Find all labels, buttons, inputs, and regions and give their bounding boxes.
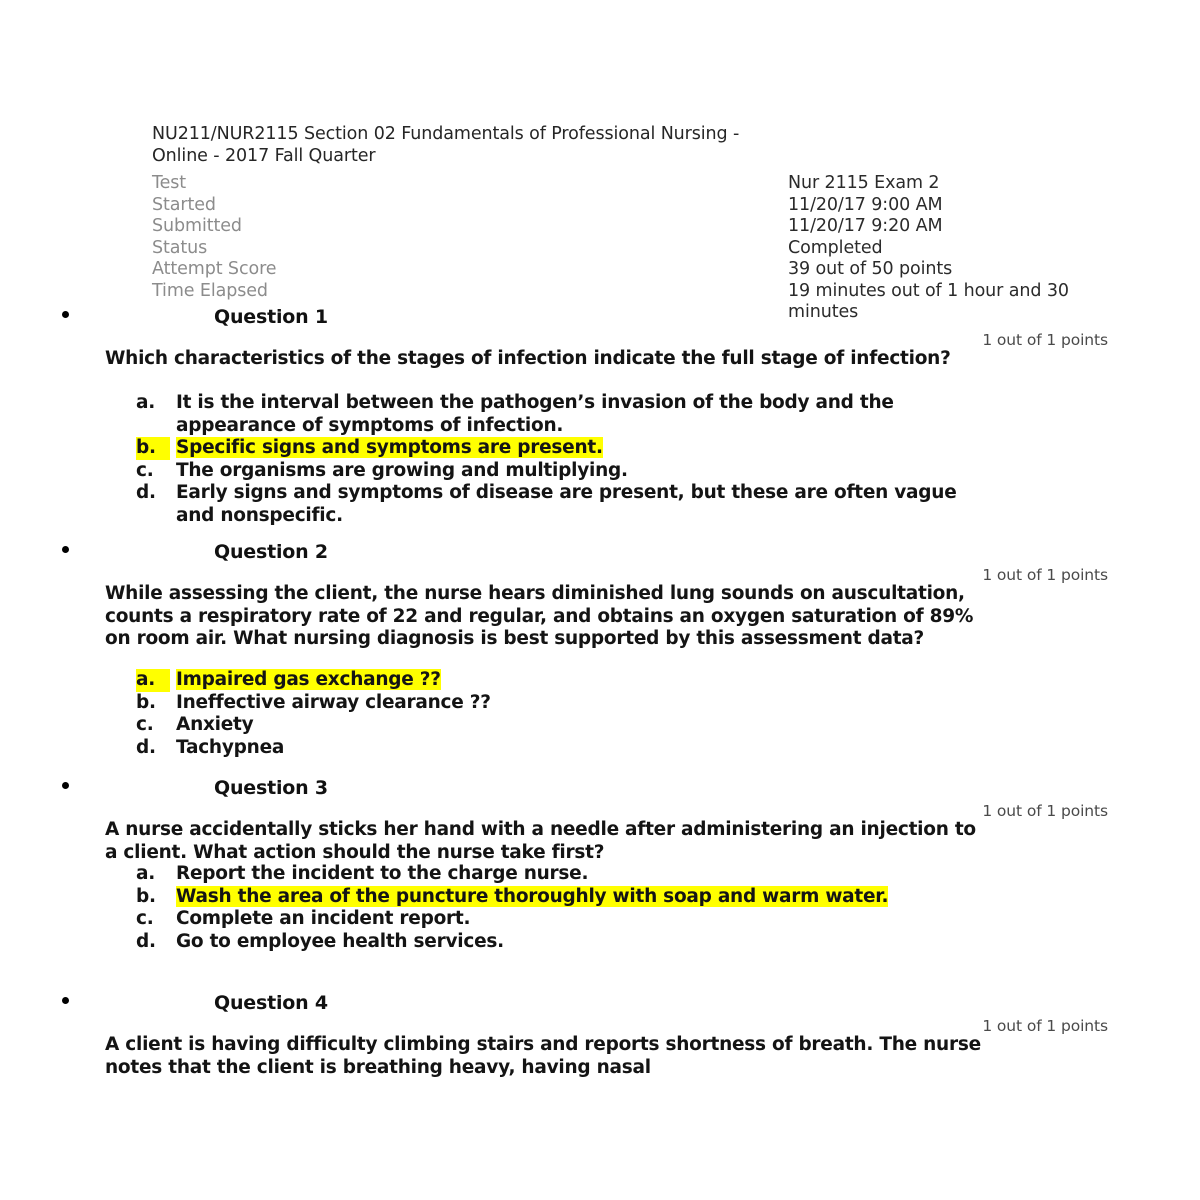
table-row <box>152 238 1112 260</box>
exam-info-value: 11/20/17 9:00 AM <box>788 194 943 215</box>
question-block <box>0 306 1200 526</box>
option-text: Early signs and symptoms of disease are present, but these are often vague and nonspecific. <box>176 482 957 526</box>
question-title: Question 4 <box>214 992 328 1014</box>
question-header <box>0 777 1200 820</box>
course-title: NU211/NUR2115 Section 02 Fundamentals of Professional Nursing - Online - 2017 Fall Quarter <box>152 124 740 166</box>
option-text <box>176 669 441 690</box>
answer-option[interactable] <box>136 863 996 886</box>
exam-info-label: Attempt Score <box>152 259 277 279</box>
option-text: The organisms are growing and multiplying. <box>176 459 628 481</box>
option-letter: d. <box>136 930 156 952</box>
option-text: Anxiety <box>176 714 254 735</box>
bullet-icon <box>62 546 69 553</box>
answer-option[interactable] <box>136 692 996 715</box>
option-letter: d. <box>136 736 156 758</box>
exam-info-label: Started <box>152 194 216 215</box>
answer-option-selected[interactable] <box>136 437 996 460</box>
answer-option[interactable] <box>136 482 996 527</box>
table-row <box>152 216 1112 238</box>
option-text: Complete an incident report. <box>176 908 471 929</box>
question-points: 1 out of 1 points <box>982 331 1108 349</box>
answer-option[interactable] <box>136 460 996 483</box>
question-stem: A client is having difficulty climbing stairs and reports shortness of breath. The nurse notes that the client is breathing heavy, having nasal <box>105 1034 981 1078</box>
exam-info-value: Nur 2115 Exam 2 <box>788 173 940 193</box>
bullet-icon <box>62 311 69 318</box>
exam-info-value: 11/20/17 9:20 AM <box>788 216 943 236</box>
question-block <box>0 992 1200 1078</box>
option-text: Specific signs and symptoms are present. <box>176 437 603 458</box>
question-block <box>0 541 1200 758</box>
question-stem: A nurse accidentally sticks her hand with a needle after administering an injection to a client. What action should the nurse take first? <box>105 819 976 863</box>
option-letter: c. <box>136 459 154 481</box>
answer-options <box>136 669 996 759</box>
question-title: Question 3 <box>214 777 328 799</box>
option-letter: d. <box>136 482 156 503</box>
exam-info-value: 39 out of 50 points <box>788 259 953 279</box>
answer-options <box>136 863 996 953</box>
exam-info-label: Status <box>152 237 208 258</box>
question-title: Question 1 <box>214 306 328 328</box>
option-text: It is the interval between the pathogen’s invasion of the body and the appearance of symptoms of infection. <box>176 392 894 436</box>
answer-options <box>136 392 996 527</box>
answer-option[interactable] <box>136 908 996 931</box>
question-header <box>0 992 1200 1035</box>
exam-info-value: 19 minutes out of 1 hour and 30 minutes <box>788 280 1069 322</box>
exam-info-label: Submitted <box>152 216 242 236</box>
answer-option[interactable] <box>136 714 996 737</box>
question-header <box>0 306 1200 349</box>
question-stem: Which characteristics of the stages of infection indicate the full stage of infection? <box>105 348 951 369</box>
option-letter: a. <box>136 863 156 884</box>
option-text <box>176 886 888 907</box>
answer-option-selected[interactable] <box>136 886 996 909</box>
question-block <box>0 777 1200 952</box>
option-text-highlighted: Wash the area of the puncture thoroughly with soap and warm water. <box>176 885 889 907</box>
bullet-icon <box>62 782 69 789</box>
bullet-icon <box>62 997 69 1004</box>
option-letter: a. <box>136 392 156 413</box>
option-text-highlighted: Impaired gas exchange <box>176 669 414 690</box>
question-points: 1 out of 1 points <box>982 1017 1108 1035</box>
option-letter: b. <box>136 437 170 460</box>
exam-info-label: Test <box>152 173 187 193</box>
question-points: 1 out of 1 points <box>982 802 1108 820</box>
option-letter: b. <box>136 885 156 907</box>
exam-info-table <box>152 173 1112 324</box>
answer-option-selected[interactable] <box>136 669 996 692</box>
question-stem: While assessing the client, the nurse hears diminished lung sounds on auscultation, counts a respiratory rate of 22 and regular, and obtains an oxygen saturation of 89% on room air. What nursing diagnosis is best supported by this assessment data? <box>105 583 974 649</box>
option-text: Ineffective airway clearance ?? <box>176 691 491 713</box>
table-row <box>152 173 1112 195</box>
option-text: Tachypnea <box>176 736 285 758</box>
exam-info-label: Time Elapsed <box>152 280 268 301</box>
question-title: Question 2 <box>214 541 328 563</box>
exam-header <box>152 124 1112 324</box>
option-letter: b. <box>136 691 156 713</box>
table-row <box>152 195 1112 217</box>
option-text: Report the incident to the charge nurse. <box>176 863 589 884</box>
option-letter: c. <box>136 714 154 735</box>
answer-option[interactable] <box>136 392 996 437</box>
question-header <box>0 541 1200 584</box>
answer-option[interactable] <box>136 737 996 760</box>
option-letter: a. <box>136 669 170 692</box>
question-points: 1 out of 1 points <box>982 566 1108 584</box>
option-letter: c. <box>136 908 154 929</box>
option-text-trailing: ?? <box>413 669 441 690</box>
answer-option[interactable] <box>136 931 996 954</box>
table-row <box>152 259 1112 281</box>
exam-info-value: Completed <box>788 237 883 258</box>
option-text: Go to employee health services. <box>176 930 504 952</box>
